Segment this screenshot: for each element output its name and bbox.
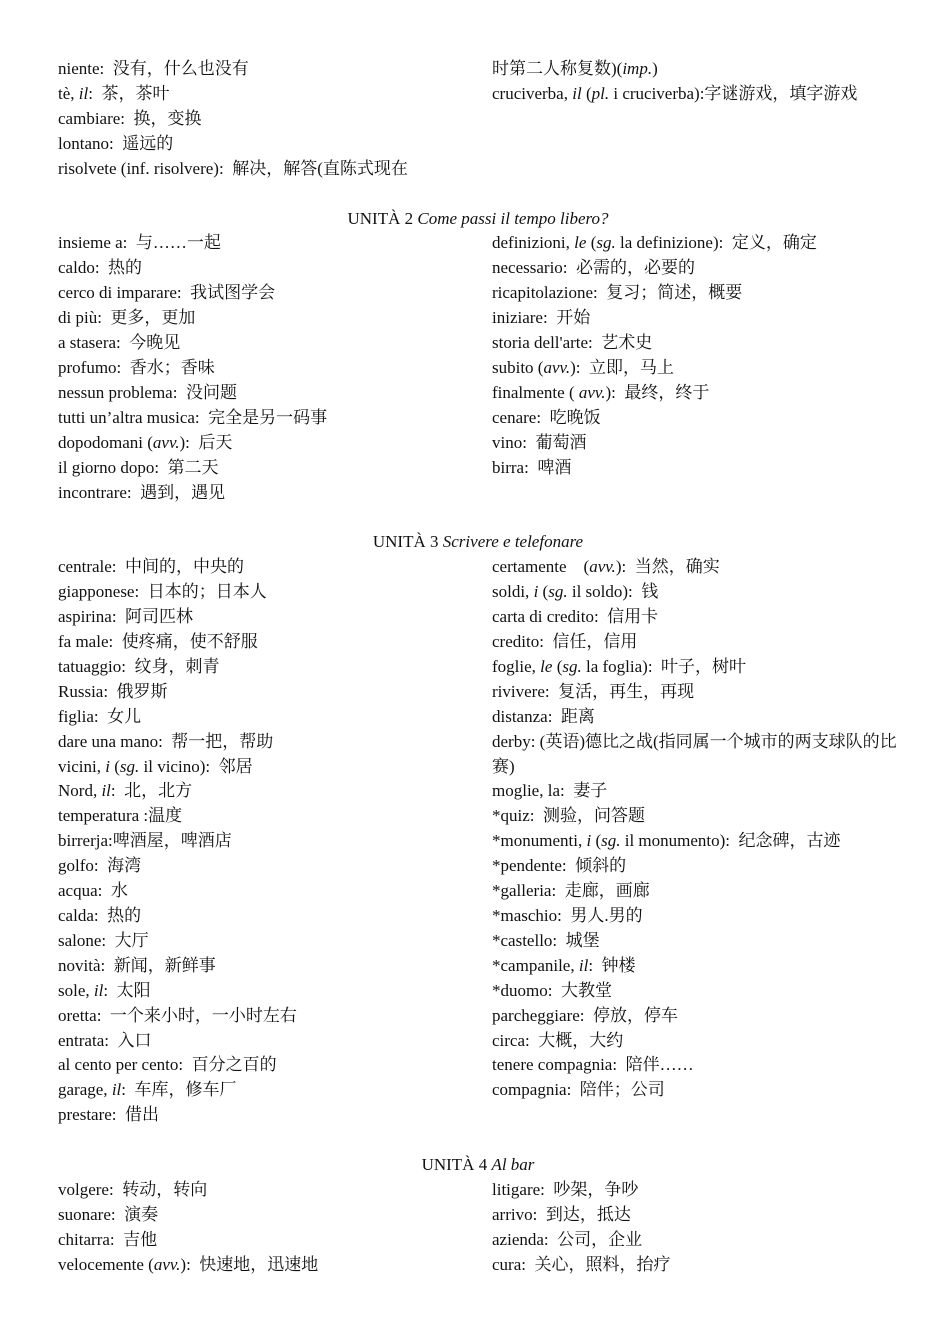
vocab-entry: entrata: 入口: [58, 1030, 152, 1050]
vocab-entry: golfo: 海湾: [58, 856, 142, 876]
vocab-entry: dopodomani (avv.): 后天: [58, 432, 233, 452]
right-column: [492, 231, 898, 505]
vocab-entry: acqua: 水: [58, 881, 128, 901]
vocab-entry: azienda: 公司，企业: [492, 1229, 643, 1249]
vocab-entry: tutti un’altra musica: 完全是另一码事: [58, 407, 328, 427]
vocab-entry: Russia: 俄罗斯: [58, 681, 168, 701]
vocab-entry: cambiare: 换，变换: [58, 108, 202, 128]
vocab-entry: a stasera: 今晚见: [58, 333, 181, 353]
vocab-entry: Nord, il: 北，北方: [58, 781, 193, 801]
vocab-entry: certamente (avv.): 当然，确实: [492, 557, 720, 577]
vocab-entry: salone: 大厅: [58, 930, 149, 950]
left-column: [58, 555, 492, 1128]
vocab-entry: tè, il: 茶，茶叶: [58, 83, 170, 103]
vocab-entry: *duomo: 大教堂: [492, 980, 612, 1000]
vocab-entry: fa male: 使疼痛，使不舒服: [58, 632, 258, 652]
vocab-entry: *galleria: 走廊，画廊: [492, 881, 650, 901]
unit-number: UNITÀ 3: [372, 532, 439, 552]
vocab-entry: birra: 啤酒: [492, 457, 572, 477]
vocab-entry: temperatura :温度: [58, 806, 183, 826]
vocab-entry: iniziare: 开始: [492, 308, 591, 328]
vocab-entry: vicini, i (sg. il vicino): 邻居: [58, 756, 253, 776]
vocab-entry: incontrare: 遇到，遇见: [58, 482, 226, 502]
vocab-entry: sole, il: 太阳: [58, 980, 151, 1000]
left-column: [58, 231, 492, 505]
vocab-entry: foglie, le (sg. la foglia): 叶子，树叶: [492, 656, 747, 676]
vocab-entry: vino: 葡萄酒: [492, 432, 587, 452]
vocab-entry: prestare: 借出: [58, 1105, 160, 1125]
vocab-entry: *monumenti, i (sg. il monumento): 纪念碑，古迹: [492, 831, 841, 851]
vocab-entry: garage, il: 车库，修车厂: [58, 1080, 237, 1100]
vocab-entry: tatuaggio: 纹身，刺青: [58, 656, 220, 676]
vocab-entry: *pendente: 倾斜的: [492, 856, 627, 876]
top-continuation-block: [58, 57, 898, 182]
vocab-entry: calda: 热的: [58, 906, 142, 925]
unit-title: Al bar: [491, 1155, 535, 1175]
vocabulary-page: [58, 57, 898, 1278]
vocab-entry: di più: 更多，更加: [58, 308, 196, 328]
vocab-entry: derby: (英语)德比之战(指同属一个城市的两支球队的比赛): [492, 731, 897, 776]
vocab-entry: rivivere: 复活，再生，再现: [492, 681, 695, 701]
vocab-entry: lontano: 遥远的: [58, 133, 174, 153]
unit-vocab-columns: [58, 1178, 898, 1278]
vocab-entry: carta di credito: 信用卡: [492, 607, 659, 627]
vocab-entry: figlia: 女儿: [58, 706, 142, 726]
vocab-entry: il giorno dopo: 第二天: [58, 457, 219, 477]
vocab-entry: suonare: 演奏: [58, 1204, 159, 1224]
vocab-entry: credito: 信任，信用: [492, 632, 638, 652]
unit-heading: [58, 530, 898, 555]
vocab-entry: risolvete (inf. risolvere): 解决，解答(直陈式现在: [58, 158, 408, 178]
vocab-entry: parcheggiare: 停放，停车: [492, 1005, 678, 1025]
vocab-entry: moglie, la: 妻子: [492, 781, 608, 801]
vocab-entry: nessun problema: 没问题: [58, 382, 237, 402]
vocab-entry: finalmente ( avv.): 最终，终于: [492, 382, 710, 402]
unit-number: UNITÀ 2: [347, 208, 414, 228]
vocab-entry: litigare: 吵架，争吵: [492, 1180, 639, 1200]
vocab-entry: soldi, i (sg. il soldo): 钱: [492, 582, 659, 602]
unit-number: UNITÀ 4: [421, 1155, 488, 1175]
right-column: [492, 555, 898, 1128]
vocab-entry: velocemente (avv.): 快速地，迅速地: [58, 1254, 319, 1274]
vocab-entry: storia dell'arte: 艺术史: [492, 333, 653, 353]
vocab-entry: definizioni, le (sg. la definizione): 定义，确定: [492, 233, 817, 253]
vocab-entry: cura: 关心，照料，抬疗: [492, 1254, 671, 1274]
vocab-entry: *campanile, il: 钟楼: [492, 955, 636, 975]
vocab-entry: aspirina: 阿司匹林: [58, 607, 194, 627]
unit-heading: [58, 1153, 898, 1178]
vocab-entry: distanza: 距离: [492, 706, 595, 726]
vocab-entry: circa: 大概，大约: [492, 1030, 624, 1050]
vocab-entry: centrale: 中间的，中央的: [58, 557, 245, 577]
top-right-column: [492, 57, 898, 182]
vocab-entry: chitarra: 吉他: [58, 1229, 158, 1249]
vocab-entry: cenare: 吃晚饭: [492, 407, 601, 427]
vocab-entry: arrivo: 到达，抵达: [492, 1204, 631, 1224]
vocab-entry: volgere: 转动，转向: [58, 1180, 208, 1200]
vocab-entry: ricapitolazione: 复习；简述，概要: [492, 283, 743, 303]
vocab-entry: *castello: 城堡: [492, 930, 600, 950]
vocab-entry: caldo: 热的: [58, 258, 143, 278]
vocab-entry: *quiz: 测验，问答题: [492, 806, 645, 826]
vocab-entry: oretta: 一个来小时，一小时左右: [58, 1005, 297, 1025]
vocab-entry: niente: 没有，什么也没有: [58, 59, 249, 78]
unit-vocab-columns: [58, 555, 898, 1128]
vocab-entry: 时第二人称复数)(imp.): [492, 59, 658, 78]
vocab-entry: giapponese: 日本的；日本人: [58, 582, 267, 602]
vocab-entry: tenere compagnia: 陪伴……: [492, 1055, 694, 1075]
vocab-entry: birrerja:啤酒屋，啤酒店: [58, 831, 232, 851]
vocab-entry: compagnia: 陪伴；公司: [492, 1080, 665, 1100]
vocab-entry: profumo: 香水；香味: [58, 357, 215, 377]
vocab-entry: al cento per cento: 百分之百的: [58, 1055, 277, 1075]
vocab-entry: necessario: 必需的，必要的: [492, 258, 696, 278]
vocab-entry: cruciverba, il (pl. i cruciverba):字谜游戏，填字游戏: [492, 83, 858, 103]
vocab-entry: dare una mano: 帮一把，帮助: [58, 731, 274, 751]
unit-heading: [58, 207, 898, 232]
vocab-entry: cerco di imparare: 我试图学会: [58, 283, 276, 303]
vocab-entry: novità: 新闻，新鲜事: [58, 955, 216, 975]
unit-title: Scrivere e telefonare: [442, 532, 584, 552]
top-left-column: [58, 57, 492, 182]
unit-vocab-columns: [58, 231, 898, 505]
left-column: [58, 1178, 492, 1278]
vocab-entry: *maschio: 男人.男的: [492, 906, 643, 925]
unit-title: Come passi il tempo libero?: [417, 208, 609, 228]
vocab-entry: subito (avv.): 立即，马上: [492, 357, 674, 377]
vocab-entry: insieme a: 与……一起: [58, 233, 221, 253]
right-column: [492, 1178, 898, 1278]
